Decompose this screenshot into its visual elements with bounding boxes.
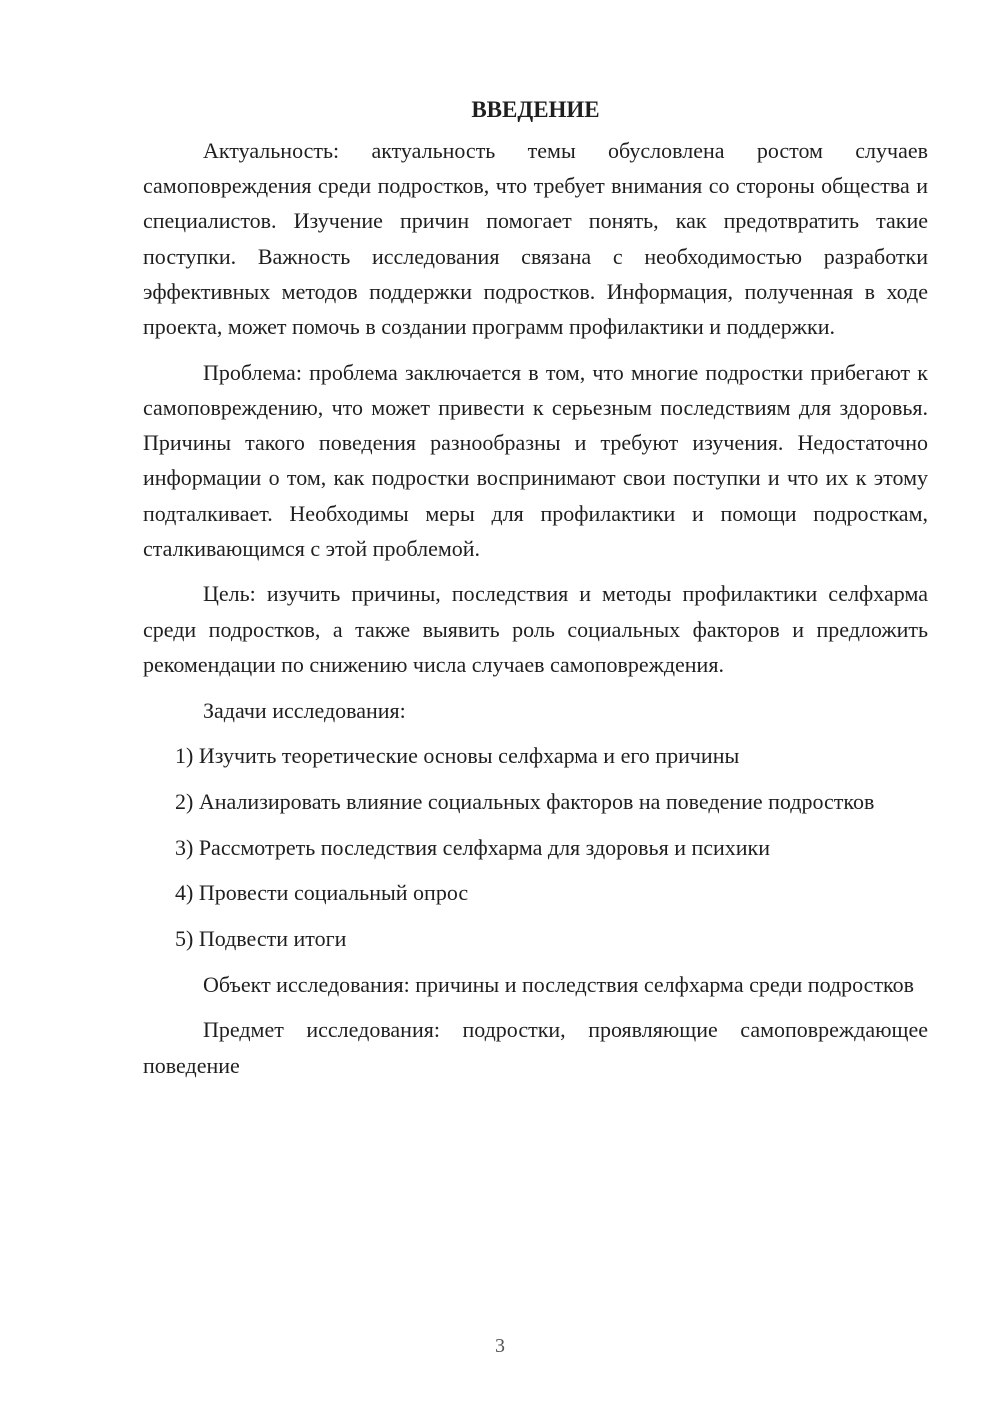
task-item-1: 1) Изучить теоретические основы селфхарма и его причины — [175, 743, 740, 769]
goal-paragraph: Цель: изучить причины, последствия и методы профилактики селфхарма среди подростков, а также выявить роль социальных факторов и предложить рекомендации по снижению числа случаев самоповреждения. — [143, 581, 928, 677]
page-title: ВВЕДЕНИЕ — [471, 97, 600, 122]
task-item-2: 2) Анализировать влияние социальных факторов на поведение подростков — [175, 788, 875, 814]
relevance-paragraph: Актуальность: актуальность темы обусловлена ростом случаев самоповреждения среди подростков, что требует внимания со стороны общества и специалистов. Изучение причин помогает понять, как предотвратить такие поступки. Важность исследования связана с необходимостью разработки эффективных методов поддержки подростков. Информация, полученная в ходе проекта, может помочь в создании программ профилактики и поддержки. — [143, 138, 928, 340]
page-number: 3 — [495, 1335, 505, 1357]
task-item-5: 5) Подвести итоги — [175, 926, 347, 952]
tasks-list — [143, 738, 928, 956]
subject-paragraph: Предмет исследования: подростки, проявляющие самоповреждающее поведение — [143, 1017, 928, 1078]
problem-paragraph: Проблема: проблема заключается в том, что многие подростки прибегают к самоповреждению, что может привести к серьезным последствиям для здоровья. Причины такого поведения разнообразны и требуют изучения. Недостаточно информации о том, как подростки воспринимают свои поступки и что их к этому подталкивает. Необходимы меры для профилактики и помощи подросткам, сталкивающимся с этой проблемой. — [143, 359, 928, 561]
page-body — [143, 92, 928, 1093]
object-paragraph: Объект исследования: причины и последствия селфхарма среди подростков — [203, 971, 915, 997]
task-item-4: 4) Провести социальный опрос — [175, 880, 469, 906]
tasks-heading: Задачи исследования: — [203, 697, 406, 723]
task-item-3: 3) Рассмотреть последствия селфхарма для здоровья и психики — [175, 834, 771, 860]
